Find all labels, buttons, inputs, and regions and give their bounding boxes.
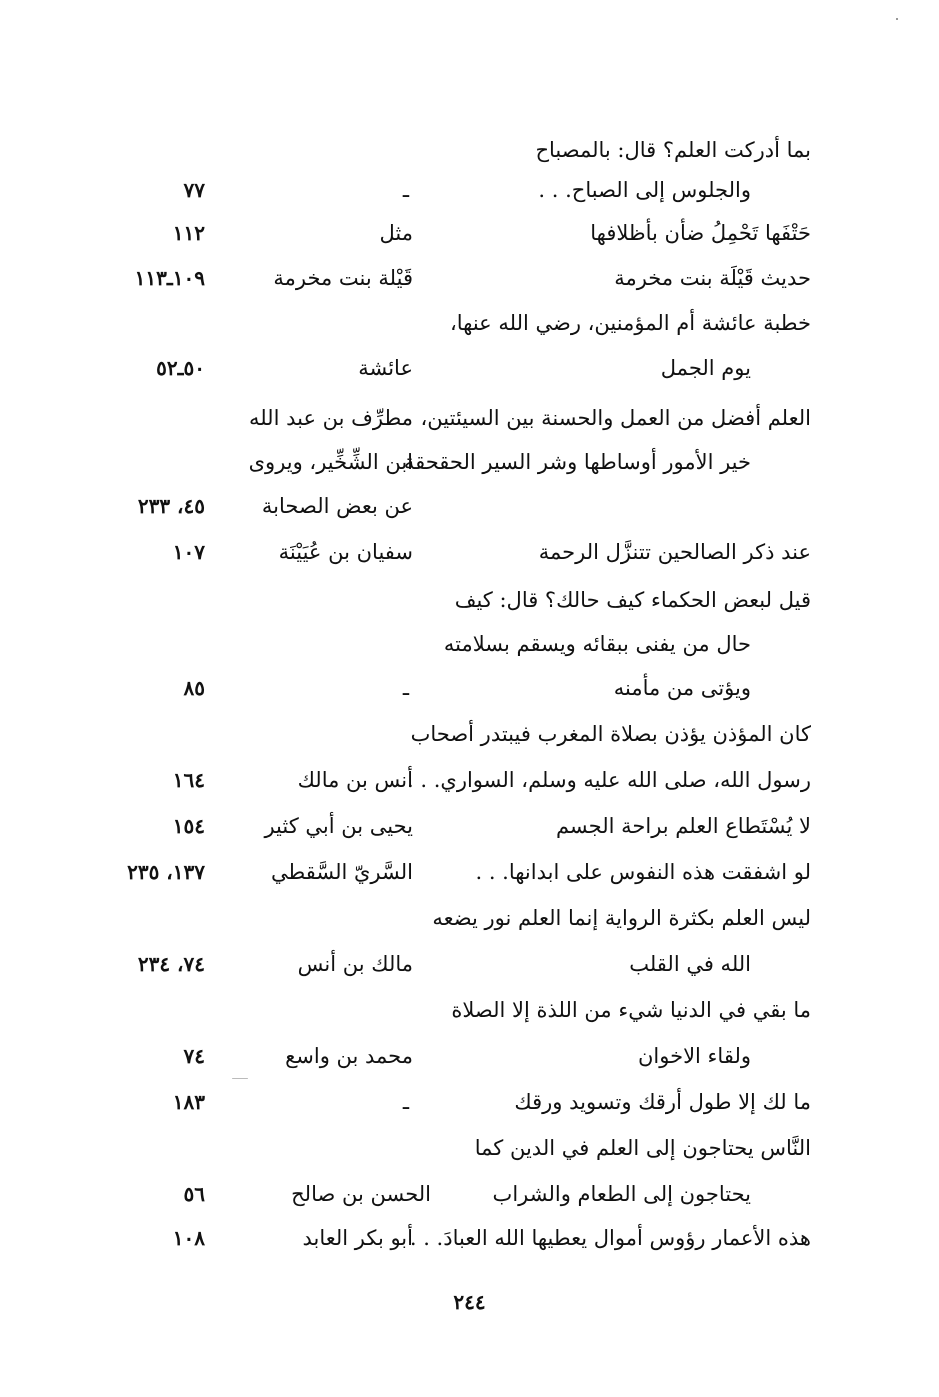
- source-name: عن بعض الصحابة: [261, 494, 413, 518]
- saying-text: ولقاء الاخوان: [637, 1044, 751, 1068]
- page-references: ٥٠ـ٥٢: [156, 356, 205, 380]
- saying-text: ويؤتى من مأمنه: [613, 676, 751, 700]
- page-references: ١٦٤: [172, 768, 205, 792]
- entry-row: [0, 534, 939, 578]
- saying-text: حديث قَيْلَة بنت مخرمة: [614, 266, 811, 290]
- entry-row: [0, 1084, 939, 1128]
- saying-text: خير الأمور أوساطها وشر السير الحقحقة: [403, 450, 751, 474]
- saying-text: حَتْفَها تَحْمِلُ ضأن بأظلافها: [590, 221, 811, 245]
- page-references: ٧٧: [183, 178, 205, 202]
- page-references: ٥٦: [183, 1182, 205, 1206]
- entry-row: [0, 350, 939, 394]
- saying-text: خطبة عائشة أم المؤمنين، رضي الله عنها،: [449, 311, 811, 335]
- source-name: ابن الشِّخِّير، ويروى: [248, 450, 413, 474]
- source-name: أنس بن مالك: [297, 768, 413, 792]
- entry-row: [0, 762, 939, 806]
- saying-text: الله في القلب: [629, 952, 751, 976]
- entry-row: [0, 172, 939, 216]
- source-name: الحسن بن صالح: [291, 1182, 431, 1206]
- entry-row: [0, 1176, 939, 1220]
- saying-text: لو اشفقت هذه النفوس على ابدانها. . .: [475, 860, 811, 884]
- entry-row: [0, 854, 939, 898]
- saying-text: كان المؤذن يؤذن بصلاة المغرب فيبتدر أصحاب: [410, 722, 811, 746]
- source-name: ـ: [402, 676, 409, 700]
- source-name: مالك بن أنس: [297, 952, 413, 976]
- entry-row: [0, 488, 939, 532]
- entry-row: [0, 946, 939, 990]
- page-references: ١٥٤: [172, 814, 205, 838]
- source-name: مثل: [379, 221, 413, 245]
- entry-row: [0, 1038, 939, 1082]
- saying-text: يوم الجمل: [660, 356, 751, 380]
- entry-row: [0, 582, 939, 626]
- entry-row: [0, 1130, 939, 1174]
- saying-text: يحتاجون إلى الطعام والشراب: [492, 1182, 751, 1206]
- source-name: عائشة: [358, 356, 413, 380]
- entry-row: [0, 215, 939, 259]
- page-references: ١٨٣: [172, 1090, 205, 1114]
- page-references: ١٠٩ـ١١٣: [134, 266, 205, 290]
- page-references: ١١٢: [172, 221, 205, 245]
- entry-row: [0, 626, 939, 670]
- saying-text: قيل لبعض الحكماء كيف حالك؟ قال: كيف: [454, 588, 811, 612]
- page-references: ٨٥: [183, 676, 205, 700]
- page-references: ١٠٧: [172, 540, 205, 564]
- saying-text: بما أدركت العلم؟ قال: بالمصباح: [535, 138, 811, 162]
- saying-text: والجلوس إلى الصباح. . .: [538, 178, 751, 202]
- source-name: أبو بكر العابد: [302, 1226, 413, 1250]
- scan-speck: [896, 18, 898, 20]
- source-name: السَّريّ السَّقطي: [271, 860, 413, 884]
- source-name: محمد بن واسع: [285, 1044, 413, 1068]
- entry-row: [0, 992, 939, 1036]
- entry-row: [0, 132, 939, 176]
- page-references: ٤٥، ٢٣٣: [137, 494, 205, 518]
- entry-row: [0, 808, 939, 852]
- page-references: ٧٤: [183, 1044, 205, 1068]
- saying-text: العلم أفضل من العمل والحسنة بين السيئتين،: [420, 406, 811, 430]
- entry-row: [0, 305, 939, 349]
- saying-text: النَّاس يحتاجون إلى العلم في الدين كما: [474, 1136, 811, 1160]
- saying-text: ليس العلم بكثرة الرواية إنما العلم نور يضعه: [432, 906, 811, 930]
- page-references: ١٠٨: [172, 1226, 205, 1250]
- entry-row: [0, 260, 939, 304]
- saying-text: هذه الأعمار رؤوس أموال يعطيها الله العبادَ. . .: [409, 1226, 811, 1250]
- source-name: ـ: [402, 1090, 409, 1114]
- saying-text: ما بقي في الدنيا شيء من اللذة إلا الصلاة: [451, 998, 811, 1022]
- source-name: سفيان بن عُيَيْنَة: [278, 540, 413, 564]
- page-references: ٧٤، ٢٣٤: [137, 952, 205, 976]
- entry-row: [0, 444, 939, 488]
- saying-text: ما لك إلا طول أرقك وتسويد ورقك: [514, 1090, 811, 1114]
- page-number: ٢٤٤: [453, 1290, 486, 1314]
- entry-row: [0, 900, 939, 944]
- entry-row: [0, 716, 939, 760]
- source-name: ـ: [402, 178, 409, 202]
- saying-text: لا يُسْتَطاع العلم براحة الجسم: [555, 814, 811, 838]
- entry-row: [0, 1220, 939, 1264]
- saying-text: حال من يفنى ببقائه ويسقم بسلامته: [443, 632, 751, 656]
- source-name: قَيْلة بنت مخرمة: [273, 266, 413, 290]
- saying-text: عند ذكر الصالحين تتنزَّل الرحمة: [538, 540, 811, 564]
- source-name: يحيى بن أبي كثير: [264, 814, 413, 838]
- saying-text: رسول الله، صلى الله عليه وسلم، السواري. . .: [407, 768, 811, 792]
- source-name: مطرِّف بن عبد الله: [248, 406, 413, 430]
- entry-row: [0, 400, 939, 444]
- page-references: ١٣٧، ٢٣٥: [127, 860, 205, 884]
- entry-row: [0, 670, 939, 714]
